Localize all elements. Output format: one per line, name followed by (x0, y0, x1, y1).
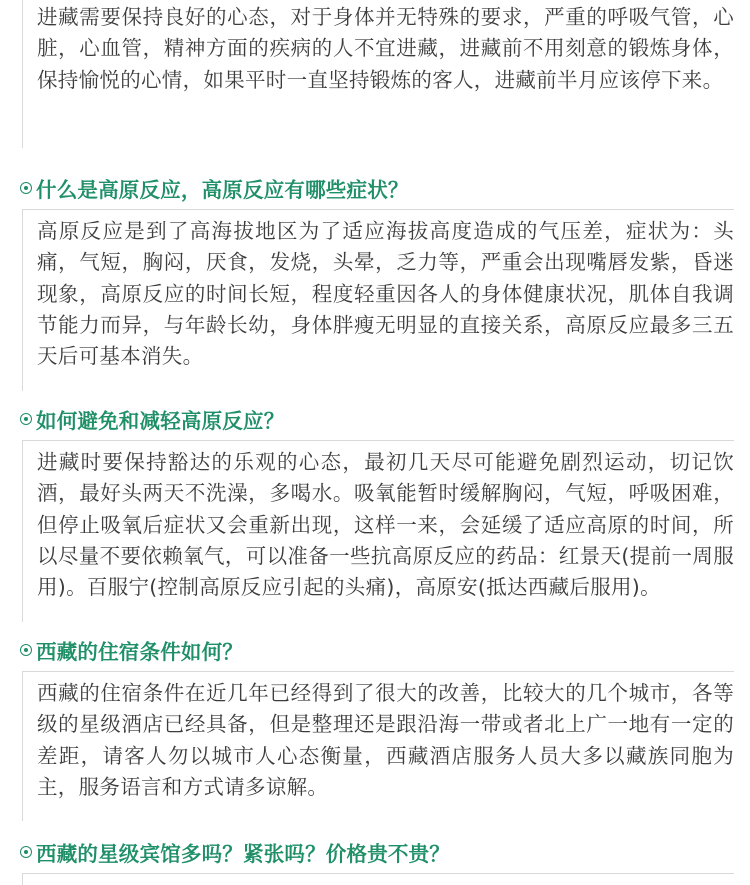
section-heading (20, 837, 450, 867)
section-hotels (22, 873, 734, 885)
heading-text: 如何避免和减轻高原反应？ (36, 409, 285, 433)
section-intro (22, 0, 734, 148)
target-icon (20, 846, 32, 858)
section-altitude-sickness (22, 209, 734, 391)
section-prevention (22, 440, 734, 622)
section-accommodation (22, 671, 734, 821)
target-icon (20, 644, 32, 656)
section-paragraph: 进藏时要保持豁达的乐观的心态，最初几天尽可能避免剧烈运动，切记饮酒，最好头两天不洗澡，多喝水。吸氧能暂时缓解胸闷，气短，呼吸困难，但停止吸氧后症状又会重新出现，这样一来，会延缓了适应高原的时间，所以尽量不要依赖氧气，可以准备一些抗高原反应的药品：红景天(提前一周服用)。百服宁(控制高原反应引起的头痛)，高原安(抵达西藏后服用)。 (37, 450, 734, 600)
section-heading (20, 635, 243, 665)
section-paragraph: 西藏的住宿条件在近几年已经得到了很大的改善，比较大的几个城市，各等级的星级酒店已经具备，但是整理还是跟沿海一带或者北上广一地有一定的差距，请客人勿以城市人心态衡量，西藏酒店服务人员大多以藏族同胞为主，服务语言和方式请多谅解。 (37, 681, 734, 799)
section-heading (20, 173, 409, 203)
section-paragraph: 高原反应是到了高海拔地区为了适应海拔高度造成的气压差，症状为：头痛，气短，胸闷，厌食，发烧，头晕，乏力等，严重会出现嘴唇发紫，昏迷现象，高原反应的时间长短，程度轻重因各人的身体健康状况，肌体自我调节能力而异，与年龄长幼，身体胖瘦无明显的直接关系，高原反应最多三五天后可基本消失。 (37, 219, 734, 369)
heading-text: 什么是高原反应，高原反应有哪些症状？ (36, 178, 409, 202)
heading-text: 西藏的星级宾馆多吗？紧张吗？价格贵不贵？ (36, 842, 450, 866)
section-heading (20, 404, 284, 434)
heading-text: 西藏的住宿条件如何？ (36, 640, 243, 664)
target-icon (20, 182, 32, 194)
target-icon (20, 413, 32, 425)
section-paragraph: 进藏需要保持良好的心态，对于身体并无特殊的要求，严重的呼吸气管，心脏，心血管，精神方面的疾病的人不宜进藏，进藏前不用刻意的锻炼身体，保持愉悦的心情，如果平时一直坚持锻炼的客人，进藏前半月应该停下来。 (37, 5, 734, 92)
